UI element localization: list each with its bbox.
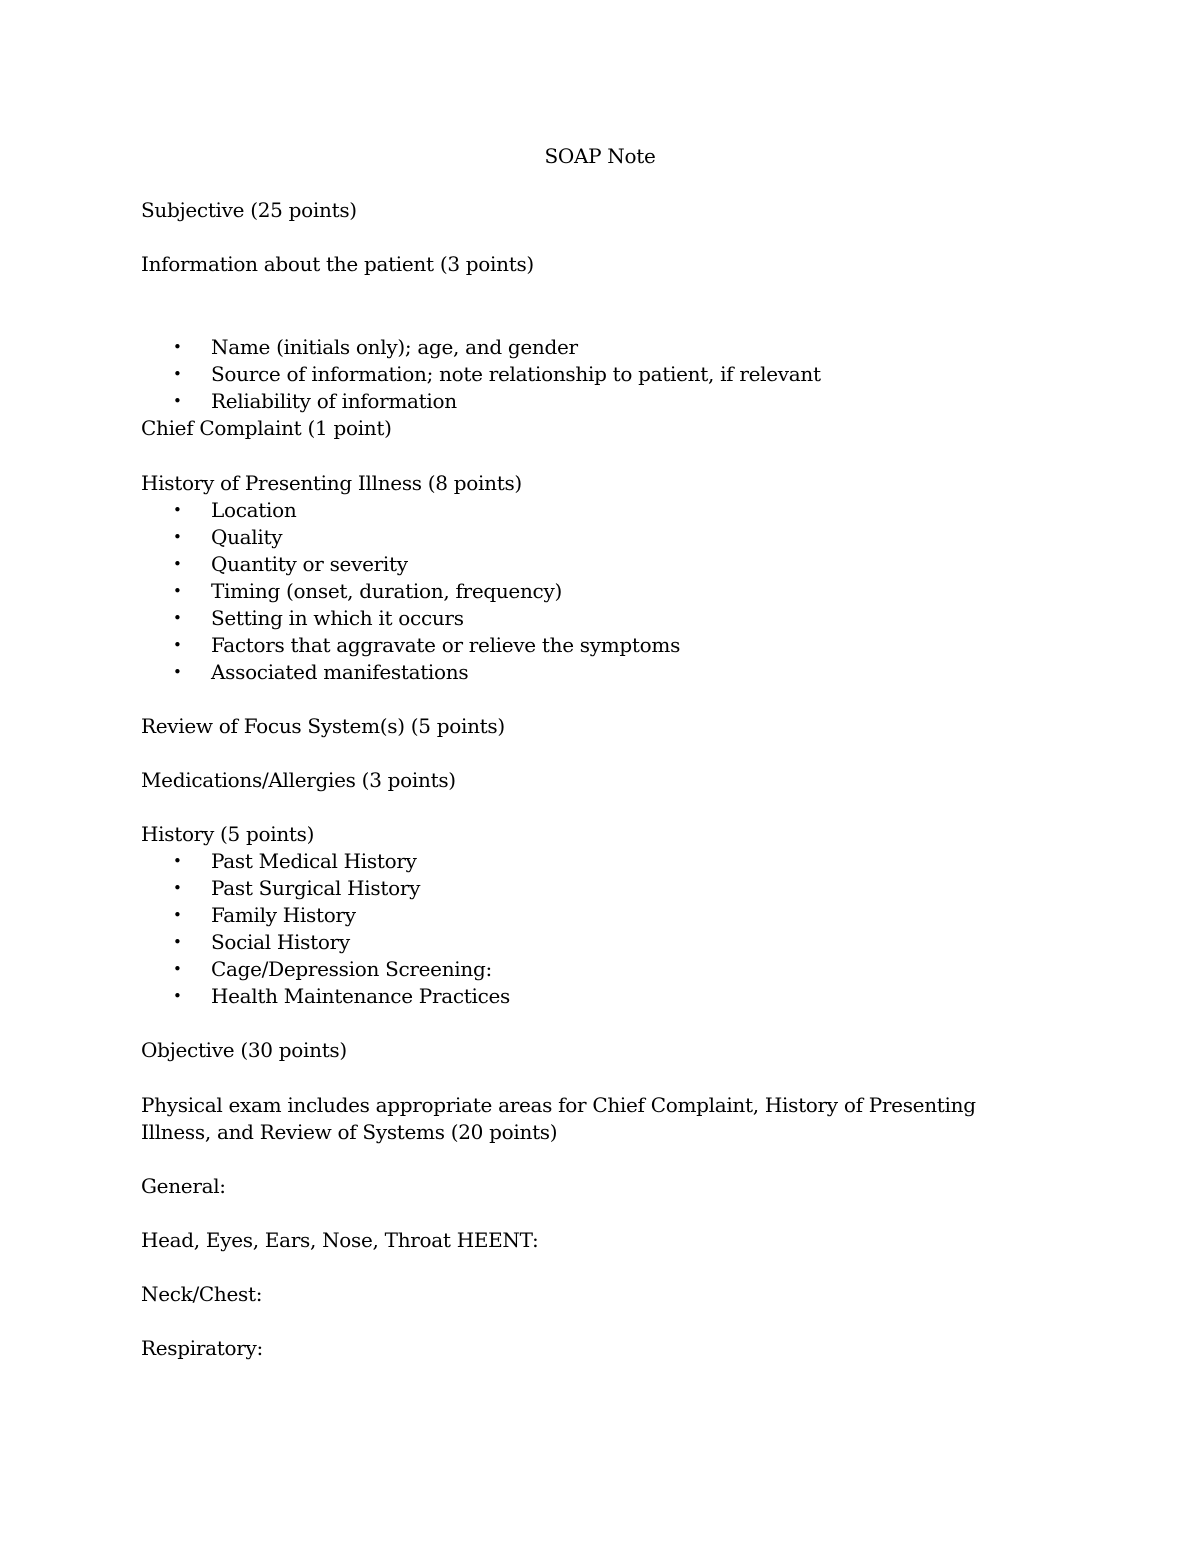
list-item <box>173 659 468 686</box>
bullet-icon: • <box>173 879 182 897</box>
list-item <box>173 334 578 361</box>
list-item-text: Reliability of information <box>211 389 457 413</box>
list-item-text: Location <box>211 498 297 522</box>
bullet-icon: • <box>173 906 182 924</box>
bullet-icon: • <box>173 960 182 978</box>
list-item-text: Timing (onset, duration, frequency) <box>211 579 562 603</box>
list-item <box>173 848 417 875</box>
patient-info-heading: Information about the patient (3 points) <box>141 252 534 276</box>
hpi-heading: History of Presenting Illness (8 points) <box>141 471 522 495</box>
list-item <box>173 983 510 1010</box>
heent-label: Head, Eyes, Ears, Nose, Throat HEENT: <box>141 1228 539 1252</box>
list-item-text: Name (initials only); age, and gender <box>211 335 578 359</box>
list-item <box>173 632 680 659</box>
bullet-icon: • <box>173 933 182 951</box>
list-item-text: Past Surgical History <box>211 876 421 900</box>
list-item-text: Setting in which it occurs <box>211 606 464 630</box>
list-item <box>173 388 457 415</box>
list-item-text: Source of information; note relationship to patient, if relevant <box>211 362 821 386</box>
list-item-text: Associated manifestations <box>211 660 469 684</box>
review-focus-heading: Review of Focus System(s) (5 points) <box>141 714 505 738</box>
list-item-text: Health Maintenance Practices <box>211 984 510 1008</box>
general-label: General: <box>141 1174 226 1198</box>
list-item <box>173 875 420 902</box>
list-item-text: Quality <box>211 525 283 549</box>
list-item <box>173 929 350 956</box>
bullet-icon: • <box>173 338 182 356</box>
bullet-icon: • <box>173 582 182 600</box>
list-item-text: Quantity or severity <box>211 552 408 576</box>
page-title: SOAP Note <box>544 144 656 168</box>
list-item-text: Past Medical History <box>211 849 417 873</box>
bullet-icon: • <box>173 636 182 654</box>
chief-complaint-heading: Chief Complaint (1 point) <box>141 416 392 440</box>
bullet-icon: • <box>173 555 182 573</box>
bullet-icon: • <box>173 663 182 681</box>
bullet-icon: • <box>173 528 182 546</box>
list-item-text: Factors that aggravate or relieve the symptoms <box>211 633 681 657</box>
bullet-icon: • <box>173 365 182 383</box>
list-item-text: Family History <box>211 903 356 927</box>
list-item <box>173 361 821 388</box>
list-item <box>173 902 356 929</box>
physical-exam-text-continued: Illness, and Review of Systems (20 points) <box>141 1120 558 1144</box>
bullet-icon: • <box>173 392 182 410</box>
list-item <box>173 578 562 605</box>
medications-heading: Medications/Allergies (3 points) <box>141 768 456 792</box>
history-heading: History (5 points) <box>141 822 315 846</box>
respiratory-label: Respiratory: <box>141 1336 263 1360</box>
list-item <box>173 551 408 578</box>
list-item-text: Cage/Depression Screening: <box>211 957 492 981</box>
neck-chest-label: Neck/Chest: <box>141 1282 263 1306</box>
list-item <box>173 497 296 524</box>
list-item <box>173 605 464 632</box>
bullet-icon: • <box>173 609 182 627</box>
objective-heading: Objective (30 points) <box>141 1038 347 1062</box>
bullet-icon: • <box>173 501 182 519</box>
list-item <box>173 524 282 551</box>
bullet-icon: • <box>173 987 182 1005</box>
bullet-icon: • <box>173 852 182 870</box>
physical-exam-text: Physical exam includes appropriate areas for Chief Complaint, History of Presenting <box>141 1093 976 1117</box>
subjective-heading: Subjective (25 points) <box>141 198 357 222</box>
list-item <box>173 956 492 983</box>
list-item-text: Social History <box>211 930 350 954</box>
